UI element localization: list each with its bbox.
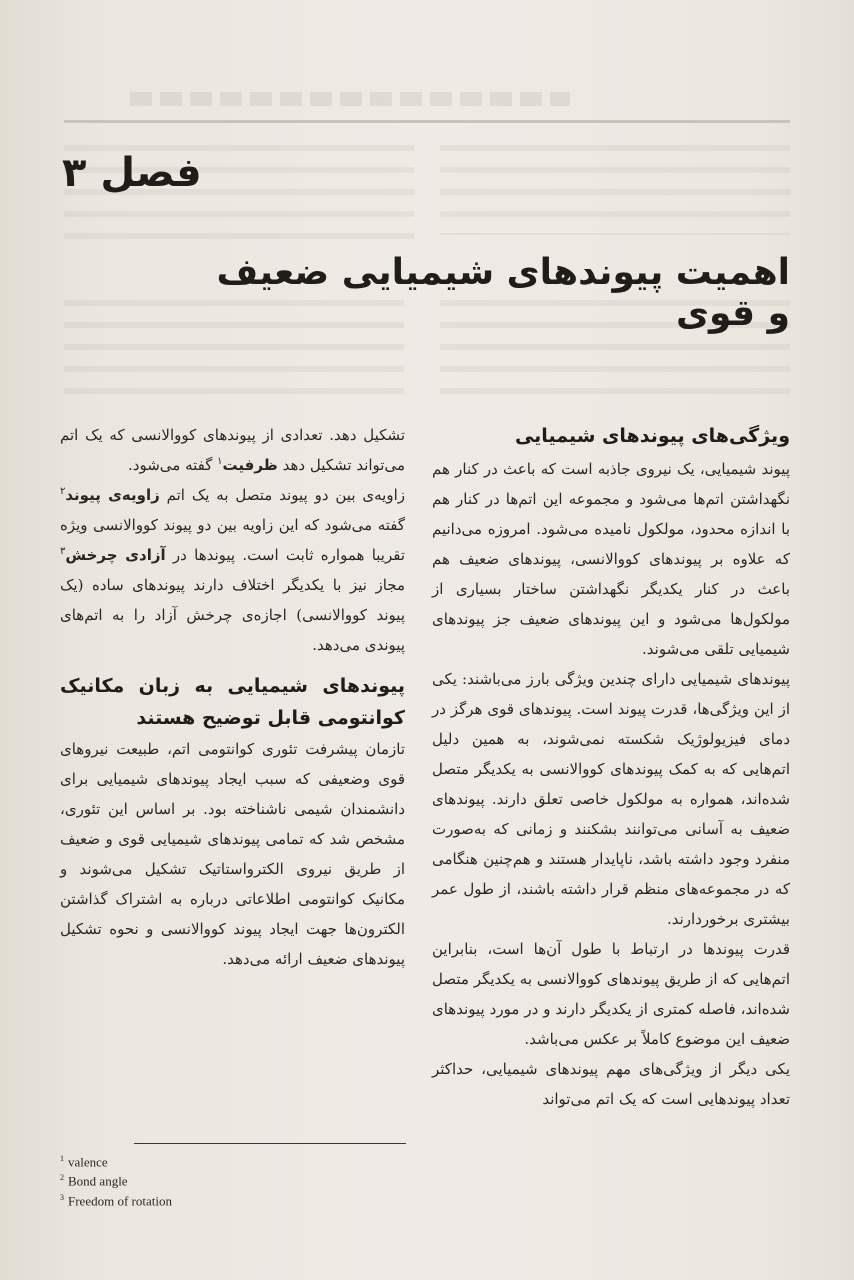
header-rule [64, 120, 790, 123]
footnote [60, 1190, 360, 1209]
footnotes [60, 1151, 360, 1209]
show-through-header [130, 92, 570, 106]
right-column [432, 420, 790, 1114]
footnote-number: 3 [60, 1192, 64, 1202]
section-heading: پیوندهای شیمیایی به زبان مکانیک کوانتومی قابل توضیح هستند [60, 675, 405, 729]
show-through-text [440, 145, 790, 235]
text-run: گفته می‌شود که این زاویه بین دو پیوند کووالانسی ویژه تقریبا همواره ثابت است. پیوندها در [60, 516, 405, 564]
footnote-text: Bond angle [68, 1173, 128, 1189]
chapter-label: فصل ۳ [62, 150, 202, 196]
footnote-number: 2 [60, 1173, 64, 1183]
paragraph: قدرت پیوندها در ارتباط با طول آن‌ها است، بنابراین اتم‌هایی که از طریق پیوندهای کووالانسی به یکدیگر متصل شده‌اند، فاصله کمتری از یکدیگر دارند و در مورد پیوندهای ضعیف این موضوع کاملاً بر عکس می‌باشد. [432, 940, 790, 1048]
text-run: تشکیل دهد. تعدادی از پیوندهای کووالانسی که یک اتم می‌تواند تشکیل دهد [60, 426, 405, 474]
left-column [60, 420, 405, 974]
footnote [60, 1170, 360, 1189]
paragraph [60, 480, 405, 660]
text-run: مجاز نیز با یکدیگر اختلاف دارند پیوندهای ساده (یک پیوند کووالانسی) اجازه‌ی چرخش آزاد را به اتم‌های پیوندی می‌دهد. [60, 576, 405, 654]
footnote-text: Freedom of rotation [68, 1192, 172, 1208]
page-title: اهمیت پیوندهای شیمیایی ضعیف و قوی [216, 252, 790, 334]
footnote-rule [134, 1143, 406, 1144]
footnote [60, 1151, 360, 1170]
section-heading: ویژگی‌های پیوندهای شیمیایی [514, 425, 790, 447]
footnote-number: 1 [60, 1154, 64, 1163]
footnote-ref: ۱ [217, 456, 223, 467]
text-run: گفته می‌شود. [128, 456, 218, 474]
footnote-ref: ۳ [60, 546, 66, 557]
paragraph: یکی دیگر از ویژگی‌های مهم پیوندهای شیمیایی، حداکثر تعداد پیوندهایی است که یک اتم می‌تواند [432, 1060, 790, 1108]
paragraph [60, 420, 405, 480]
term-valence: ظرفیت [222, 456, 278, 474]
term-freedom-of-rotation: آزادی چرخش [65, 546, 166, 564]
term-bond-angle: زاویه‌ی پیوند [65, 486, 160, 504]
paragraph: تازمان پیشرفت تئوری کوانتومی اتم، طبیعت نیروهای قوی وضعیفی که سبب ایجاد پیوندهای شیمیایی برای دانشمندان شیمی ناشناخته بود. بر اساس این تئوری، مشخص شد که تمامی پیوندهای شیمیایی قوی و ضعیف از طریق نیروی الکترواستاتیک تشکیل می‌شوند و مکانیک کوانتومی اطلاعاتی درباره به اشتراک گذاشتن الکترون‌ها جهت ایجاد پیوند کووالانسی و نحوه تشکیل پیوندهای ضعیف ارائه می‌دهد. [60, 740, 405, 968]
footnote-text: valence [68, 1154, 108, 1170]
paragraph: پیوند شیمیایی، یک نیروی جاذبه است که باعث در کنار هم نگهداشتن اتم‌ها می‌شود و مجموعه این اتم‌ها در کنار هم با اندازه محدود، مولکول نامیده می‌شود. امروزه می‌دانیم که علاوه بر پیوندهای کووالانسی، پیوندهای ضعیف هم باعث در کنار یکدیگر نگهداشتن ساختار بسیاری از مولکول‌ها می‌شود و این پیوندهای ضعیف جز پیوندهای شیمیایی تلقی می‌شوند. [432, 460, 790, 658]
footnote-ref: ۲ [60, 486, 66, 497]
paragraph: پیوندهای شیمیایی دارای چندین ویژگی بارز می‌باشند: یکی از این ویژگی‌ها، قدرت پیوند است. پیوندهای قوی هرگز در دمای فیزیولوژیک شکسته نمی‌شوند، به همین دلیل اتم‌هایی که به کمک پیوندهای کووالانسی به یکدیگر متصل شده‌اند، همواره به مولکول خاصی تعلق دارند. پیوندهای ضعیف به آسانی می‌توانند بشکنند و زمانی که به‌صورت منفرد وجود داشته باشد، ناپایدار هستند و هم‌چنین هنگامی که در مجموعه‌های منظم قرار داشته باشند، از طول عمر بیشتری برخوردارند. [432, 670, 790, 928]
text-run: زاویه‌ی بین دو پیوند متصل به یک اتم [159, 486, 405, 504]
